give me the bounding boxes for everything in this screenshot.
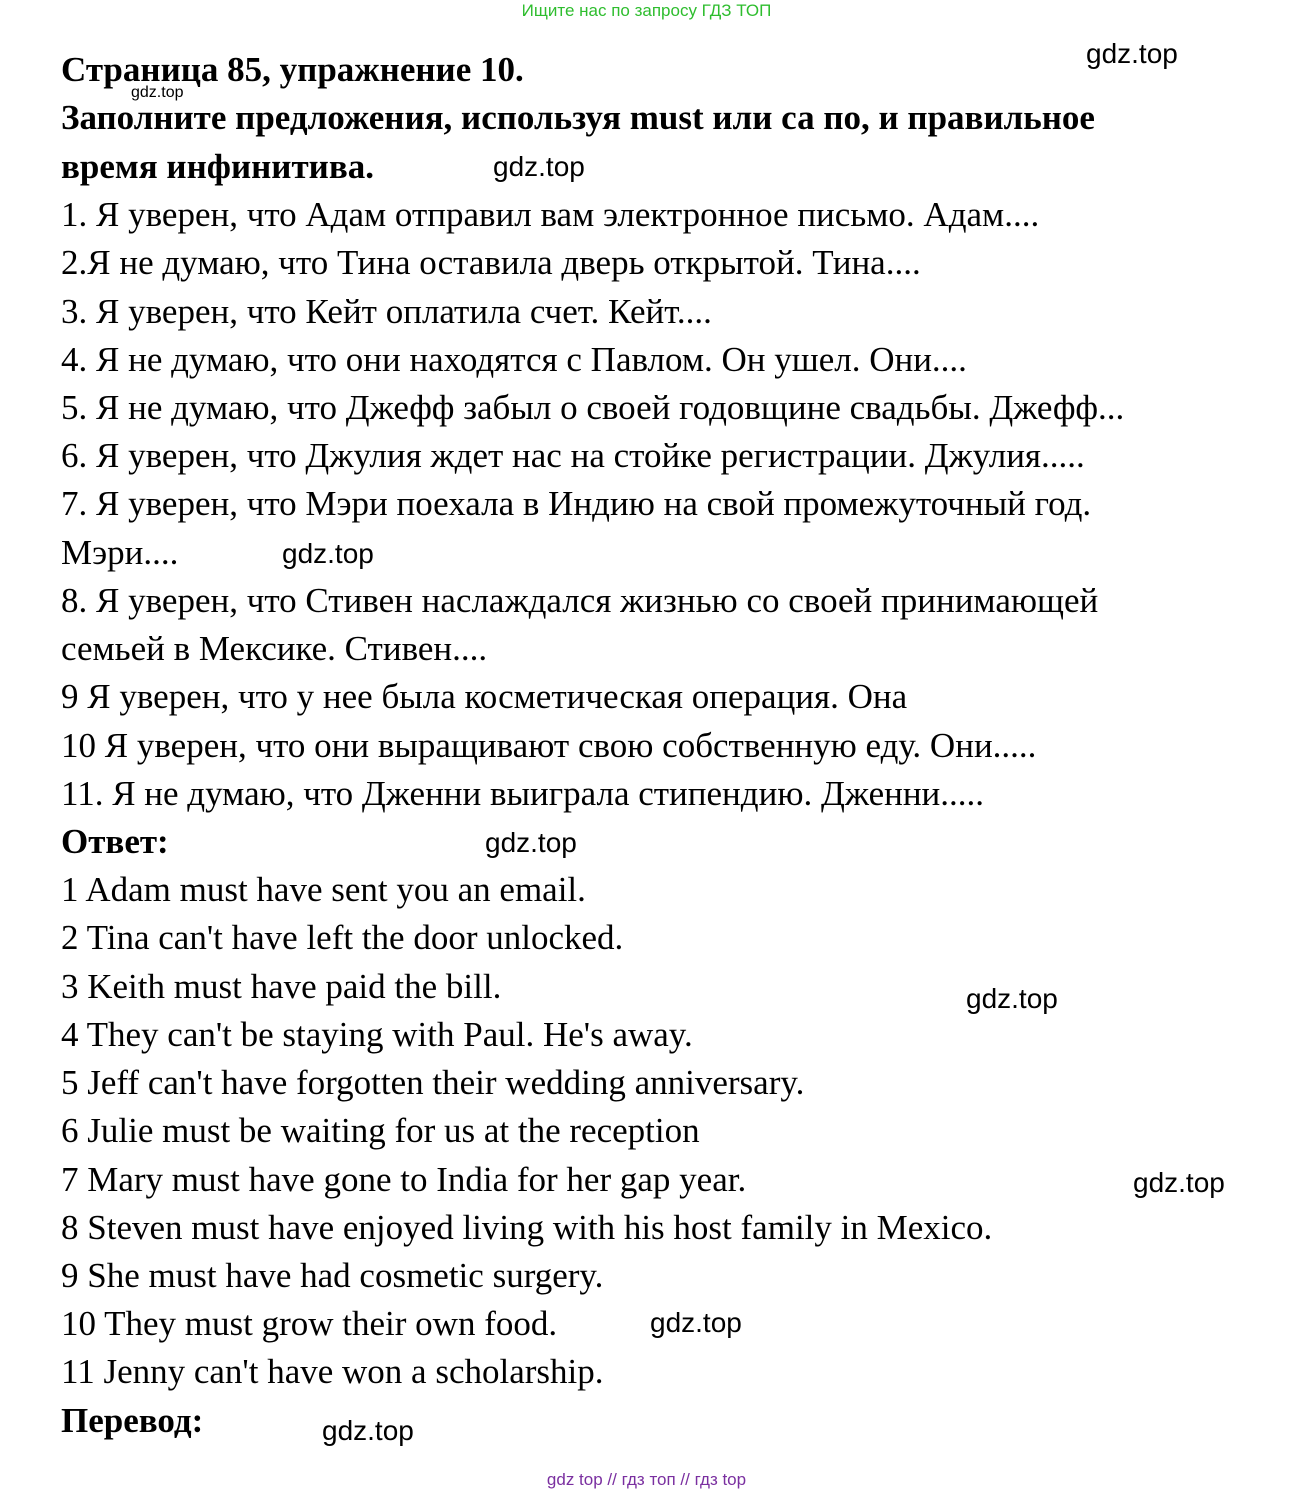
task-line: 3. Я уверен, что Кейт оплатила счет. Кейт.... [61,292,712,331]
answer-line: 1 Adam must have sent you an email. [61,870,586,909]
watermark: gdz.top [282,538,374,569]
answer-line: 7 Mary must have gone to India for her gap year. [61,1160,747,1199]
footer-text: gdz top // гдз топ // гдз top [546,1470,747,1489]
answer-line: 4 They can't be staying with Paul. He's away. [61,1015,693,1054]
task-line: 4. Я не думаю, что они находятся с Павлом. Он ушел. Они.... [61,340,967,379]
answer-line: 2 Tina can't have left the door unlocked. [61,918,624,957]
watermark: gdz.top [493,151,585,182]
answer-line: 11 Jenny can't have won a scholarship. [61,1352,604,1391]
answer-line: 3 Keith must have paid the bill. [61,967,502,1006]
task-line: 5. Я не думаю, что Джефф забыл о своей годовщине свадьбы. Джефф... [61,388,1125,427]
task-line: 1. Я уверен, что Адам отправил вам электронное письмо. Адам.... [61,195,1040,234]
watermark: gdz.top [650,1307,742,1338]
instruction-line-2: время инфинитива. [61,147,374,186]
answer-line: 6 Julie must be waiting for us at the reception [61,1111,700,1150]
answer-line: 9 She must have had cosmetic surgery. [61,1256,604,1295]
task-line: 9 Я уверен, что у нее была косметическая операция. Она [61,677,908,716]
watermark: gdz.top [966,983,1058,1014]
answer-line: 5 Jeff can't have forgotten their wedding anniversary. [61,1063,805,1102]
watermark: gdz.top [322,1415,414,1446]
instruction-line-1: Заполните предложения, используя must или са по, и правильное [61,98,1095,137]
watermark: gdz.top [1086,38,1178,69]
task-line: семьей в Мексике. Стивен.... [61,629,488,668]
task-line: 2.Я не думаю, что Тина оставила дверь открытой. Тина.... [61,243,921,282]
answer-line: 10 They must grow their own food. [61,1304,558,1343]
answer-line: 8 Steven must have enjoyed living with his host family in Mexico. [61,1208,993,1247]
answer-heading: Ответ: [61,822,169,861]
watermark-small: gdz.top [131,84,184,101]
task-line: 6. Я уверен, что Джулия ждет нас на стойке регистрации. Джулия..... [61,436,1085,475]
page-title: Страница 85, упражнение 10. [61,50,524,89]
task-line: Мэри.... [61,533,179,572]
watermark: gdz.top [485,827,577,858]
translation-heading: Перевод: [61,1401,204,1440]
watermark: gdz.top [1133,1167,1225,1198]
task-line: 11. Я не думаю, что Дженни выиграла стипендию. Дженни..... [61,774,985,813]
task-line: 8. Я уверен, что Стивен наслаждался жизнью со своей принимающей [61,581,1099,620]
top-banner: Ищите нас по запросу ГДЗ ТОП [521,1,772,20]
task-line: 7. Я уверен, что Мэри поехала в Индию на свой промежуточный год. [61,484,1092,523]
task-line: 10 Я уверен, что они выращивают свою собственную еду. Они..... [61,726,1037,765]
